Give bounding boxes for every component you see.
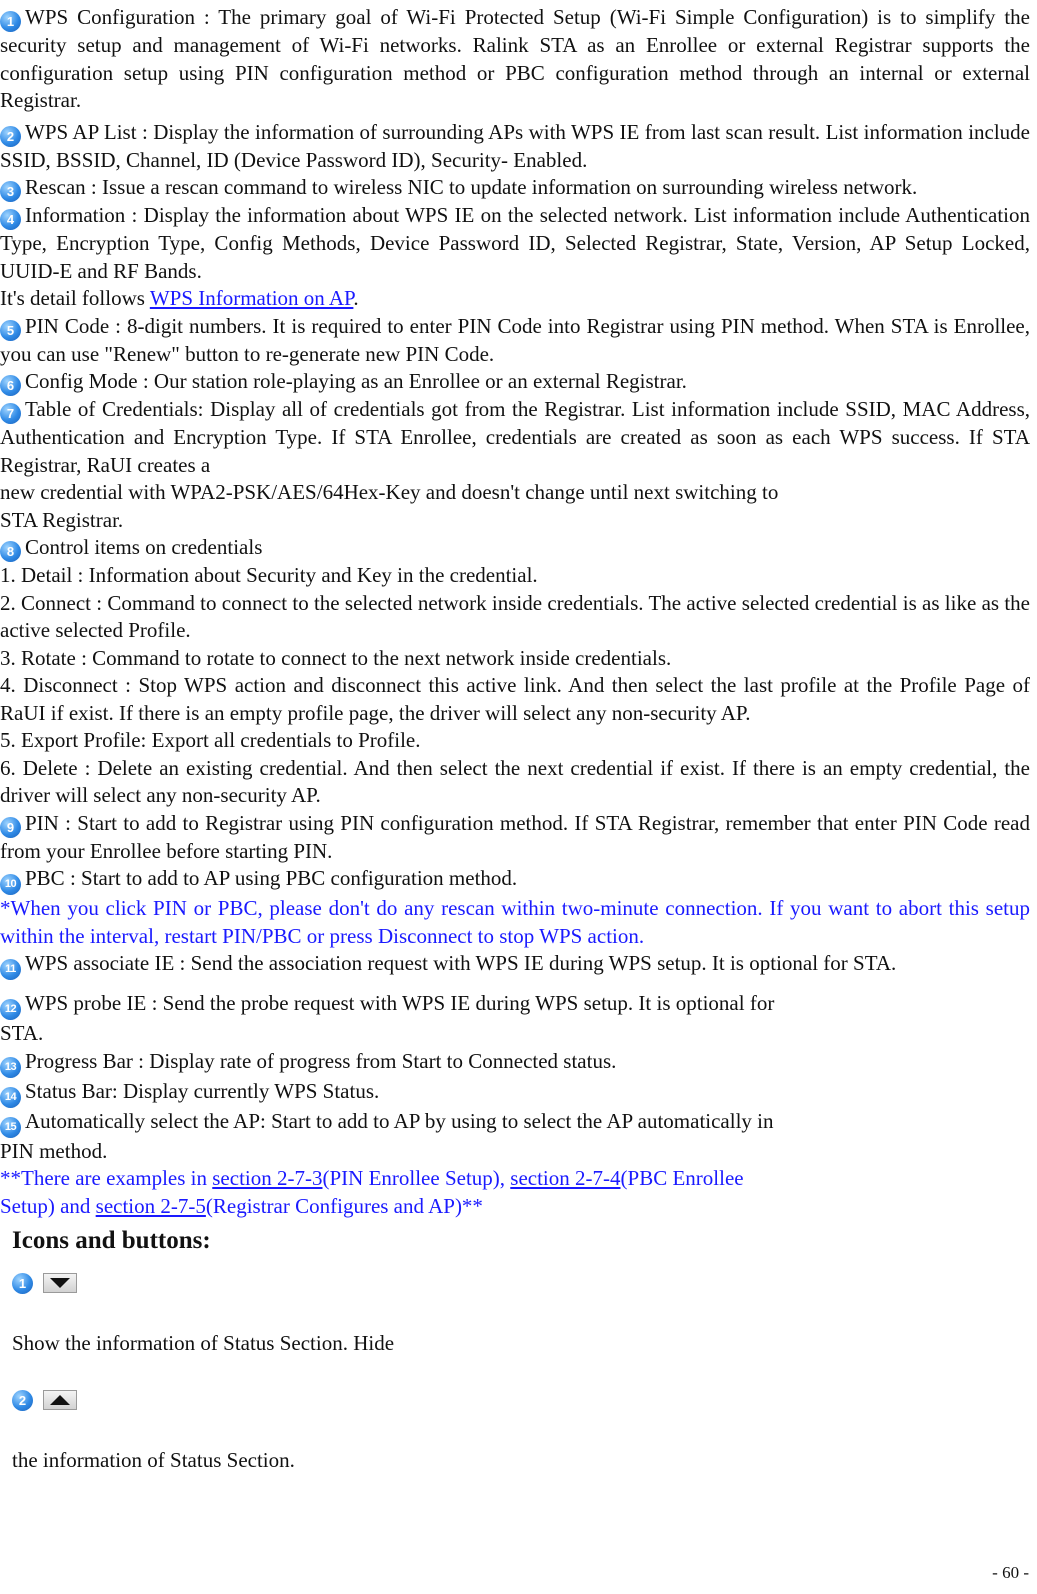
number-badge-icon: 2 — [0, 126, 21, 147]
control-delete: 6. Delete : Delete an existing credential. And then select the next credential if exist. If there is an empty credential, the driver will select any non-security AP. — [0, 755, 1030, 807]
triangle-up-icon — [49, 1394, 71, 1406]
document-page — [0, 4, 1030, 1474]
icon-row-2 — [12, 1387, 1030, 1413]
item-table-of-credentials-line3: STA Registrar. — [0, 507, 124, 532]
number-badge-icon: 6 — [0, 375, 21, 396]
item-status-bar: 14 Status Bar: Display currently WPS Status. — [0, 1078, 1030, 1108]
item-wps-probe-ie-line2: STA. — [0, 1021, 44, 1045]
number-badge-icon: 14 — [0, 1087, 21, 1108]
number-badge-icon: 13 — [0, 1057, 21, 1078]
item-control-items: 8 Control items on credentials — [0, 534, 1030, 562]
page-number: - 60 - — [992, 1563, 1029, 1582]
number-badge-icon: 5 — [0, 320, 21, 341]
icon1-caption: Show the information of Status Section. Hide — [12, 1331, 395, 1355]
item-table-of-credentials: 7 Table of Credentials: Display all of credentials got from the Registrar. List information include SSID, MAC Address, Authentication and Encryption Type. If STA Enrollee, credentials are created as soon as each WPS success. If STA Registrar, RaUI creates a — [0, 397, 1030, 477]
item-config-mode: 6 Config Mode : Our station role-playing as an Enrollee or an external Registrar. — [0, 368, 1030, 396]
section-2-7-5-link[interactable]: section 2-7-5 — [95, 1193, 206, 1218]
item-auto-select-ap-line2: PIN method. — [0, 1138, 108, 1163]
number-badge-icon: 10 — [0, 874, 21, 895]
section-2-7-4-link[interactable]: section 2-7-4 — [510, 1166, 621, 1190]
icon-row-1 — [12, 1270, 1030, 1296]
collapse-up-icon[interactable] — [43, 1390, 77, 1410]
item-information: 4 Information : Display the information about WPS IE on the selected network. List information include Authentication Type, Encryption Type, Config Methods, Device Password ID, Selected Registrar, State, Version, AP Setup Locked, UUID-E and RF Bands. — [0, 203, 1030, 283]
control-export-profile: 5. Export Profile: Export all credentials to Profile. — [0, 728, 421, 752]
item-wps-ap-list: 2 WPS AP List : Display the information of surrounding APs with WPS IE from last scan result. List information include SSID, BSSID, Channel, ID (Device Password ID), Security- Enabled. — [0, 119, 1030, 172]
item-table-of-credentials-line2: new credential with WPA2-PSK/AES/64Hex-Key and doesn't change until next switching to — [0, 480, 779, 504]
expand-down-icon[interactable] — [43, 1273, 77, 1293]
control-detail: 1. Detail : Information about Security and Key in the credential. — [0, 563, 538, 587]
icon2-caption: the information of Status Section. — [12, 1448, 295, 1472]
item-wps-probe-ie: 12 WPS probe IE : Send the probe request with WPS IE during WPS setup. It is optional for — [0, 990, 1030, 1020]
section-2-7-3-link[interactable]: section 2-7-3 — [212, 1166, 323, 1190]
number-badge-icon: 11 — [0, 959, 21, 980]
control-rotate: 3. Rotate : Command to rotate to connect to the next network inside credentials. — [0, 645, 672, 670]
note-pin-pbc-warning: *When you click PIN or PBC, please don't do any rescan within two-minute connection. If you want to abort this setup within the interval, restart PIN/PBC or press Disconnect to stop WPS action. — [0, 896, 1030, 948]
item-progress-bar: 13 Progress Bar : Display rate of progress from Start to Connected status. — [0, 1048, 1030, 1078]
item-pbc: 10 PBC : Start to add to AP using PBC configuration method. — [0, 865, 1030, 895]
number-badge-icon: 8 — [0, 541, 21, 562]
item-rescan: 3 Rescan : Issue a rescan command to wireless NIC to update information on surrounding wireless network. — [0, 174, 1030, 202]
item-auto-select-ap: 15 Automatically select the AP: Start to add to AP by using to select the AP automatically in — [0, 1108, 1030, 1138]
number-badge-icon: 15 — [0, 1117, 21, 1138]
number-badge-icon: 12 — [0, 999, 21, 1020]
item-information-detail: It's detail follows WPS Information on AP. — [0, 286, 359, 310]
icons-and-buttons-heading: Icons and buttons: — [12, 1227, 211, 1254]
number-badge-icon: 3 — [0, 181, 21, 202]
number-badge-icon: 9 — [0, 817, 21, 838]
item-pin-code: 5 PIN Code : 8-digit numbers. It is required to enter PIN Code into Registrar using PIN method. When STA is Enrollee, you can use "Renew" button to re-generate new PIN Code. — [0, 313, 1030, 366]
number-badge-icon: 2 — [12, 1390, 33, 1411]
control-connect: 2. Connect : Command to connect to the selected network inside credentials. The active selected credential is as like as the active selected Profile. — [0, 590, 1030, 642]
number-badge-icon: 7 — [0, 403, 21, 424]
control-disconnect: 4. Disconnect : Stop WPS action and disconnect this active link. And then select the last profile at the Profile Page of RaUI if exist. If there is an empty profile page, the driver will select any non-security AP. — [0, 673, 1030, 725]
triangle-down-icon — [49, 1277, 71, 1289]
note-examples: **There are examples in section 2-7-3(PIN Enrollee Setup), section 2-7-4(PBC Enrollee Setup) and section 2-7-5(Registrar Configures and AP)** — [0, 1166, 744, 1218]
number-badge-icon: 1 — [12, 1273, 33, 1294]
item-pin: 9 PIN : Start to add to Registrar using PIN configuration method. If STA Registrar, remember that enter PIN Code read from your Enrollee before starting PIN. — [0, 810, 1030, 863]
number-badge-icon: 1 — [0, 11, 21, 32]
number-badge-icon: 4 — [0, 209, 21, 230]
item-wps-configuration: 1 WPS Configuration : The primary goal of Wi-Fi Protected Setup (Wi-Fi Simple Configuration) is to simplify the security setup and management of Wi-Fi networks. Ralink STA as an Enrollee or external Registrar supports the configuration setup using PIN configuration method or PBC configuration method through an internal or external Registrar. — [0, 5, 1030, 112]
item-wps-associate-ie: 11 WPS associate IE : Send the association request with WPS IE during WPS setup. It is optional for STA. — [0, 950, 1030, 980]
wps-information-link[interactable]: WPS Information on AP — [149, 286, 354, 310]
